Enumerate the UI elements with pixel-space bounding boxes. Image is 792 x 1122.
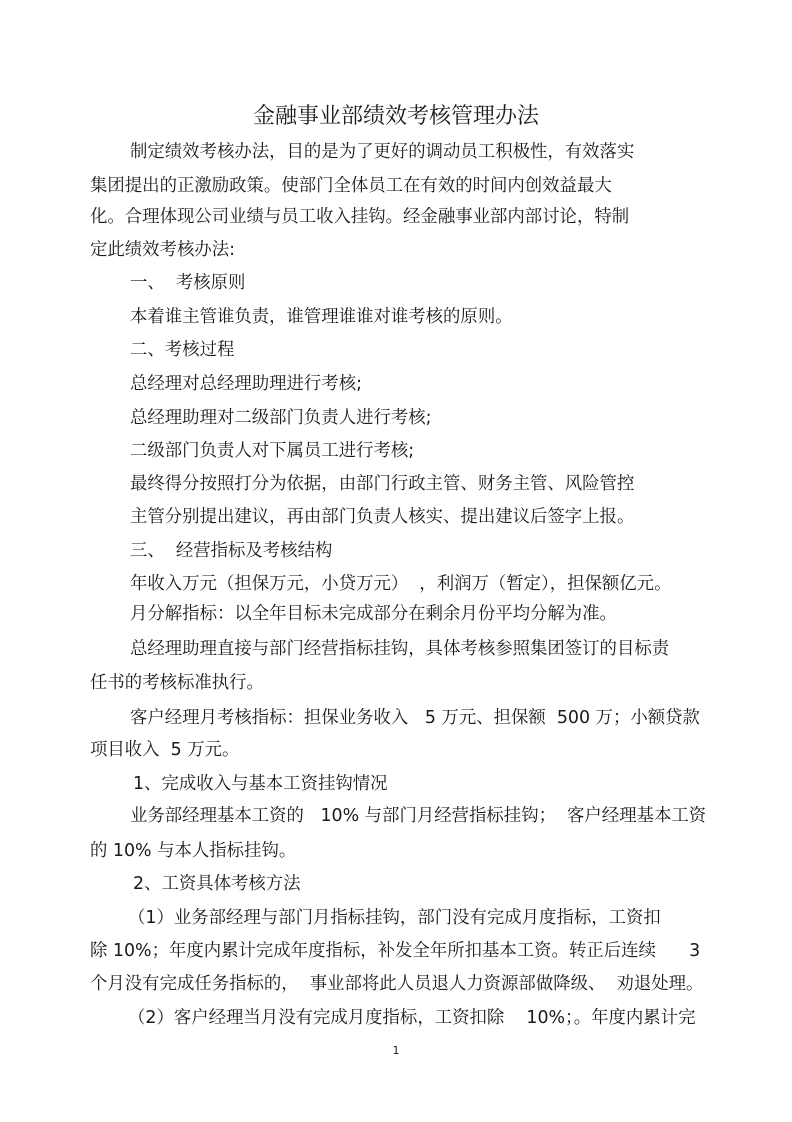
section-heading: 二、考核过程 — [130, 340, 235, 360]
section-heading: 一、 考核原则 — [130, 273, 246, 293]
paragraph-line: 最终得分按照打分为依据，由部门行政主管、财务主管、风险管控 — [130, 474, 635, 494]
paragraph-line: 客户经理月考核指标：担保业务收入 5 万元、担保额 500 万；小额贷款 — [130, 708, 700, 728]
document-title: 金融事业部绩效考核管理办法 — [252, 104, 539, 129]
subsection-heading: 1、完成收入与基本工资挂钩情况 — [133, 774, 388, 794]
paragraph-line: 本着谁主管谁负责，谁管理谁谁对谁考核的原则。 — [130, 307, 513, 327]
paragraph-line: 集团提出的正激励政策。使部门全体员工在有效的时间内创效益最大 — [90, 176, 612, 196]
paragraph-line: 任书的考核标准执行。 — [90, 673, 264, 693]
paragraph-line: 二级部门负责人对下属员工进行考核; — [130, 441, 415, 461]
paragraph-line: 除 10%；年度内累计完成年度指标，补发全年所扣基本工资。转正后连续 3 — [90, 941, 701, 961]
paragraph-line: 业务部经理基本工资的 10% 与部门月经营指标挂钩； 客户经理基本工资 — [130, 806, 707, 826]
paragraph-line: 总经理对总经理助理进行考核; — [130, 374, 362, 394]
paragraph-line: 月分解指标：以全年目标未完成部分在剩余月份平均分解为准。 — [130, 604, 617, 624]
page-number: 1 — [392, 1044, 400, 1057]
paragraph-line: 定此绩效考核办法: — [90, 240, 235, 260]
paragraph-line: 制定绩效考核办法，目的是为了更好的调动员工积极性，有效落实 — [130, 142, 635, 162]
paragraph-line: 个月没有完成任务指标的， 事业部将此人员退人力资源部做降级、 劝退处理。 — [90, 974, 704, 994]
paragraph-line: 项目收入 5 万元。 — [90, 740, 240, 760]
section-heading: 三、 经营指标及考核结构 — [130, 541, 333, 561]
subsection-heading: 2、工资具体考核方法 — [133, 874, 301, 894]
paragraph-line: （2）客户经理当月没有完成月度指标，工资扣除 10%；。年度内累计完 — [128, 1008, 696, 1028]
paragraph-line: 年收入万元（担保万元，小贷万元） ，利润万（暂定），担保额亿元。 — [130, 574, 672, 594]
paragraph-line: （1）业务部经理与部门月指标挂钩，部门没有完成月度指标，工资扣 — [128, 908, 661, 928]
paragraph-line: 总经理助理对二级部门负责人进行考核; — [130, 408, 432, 428]
paragraph-line: 化。合理体现公司业绩与员工收入挂钩。经金融事业部内部讨论，特制 — [90, 207, 630, 227]
paragraph-line: 总经理助理直接与部门经营指标挂钩，具体考核参照集团签订的目标责 — [130, 639, 670, 659]
paragraph-line: 的 10% 与本人指标挂钩。 — [90, 841, 297, 861]
paragraph-line: 主管分别提出建议，再由部门负责人核实、提出建议后签字上报。 — [130, 507, 635, 527]
